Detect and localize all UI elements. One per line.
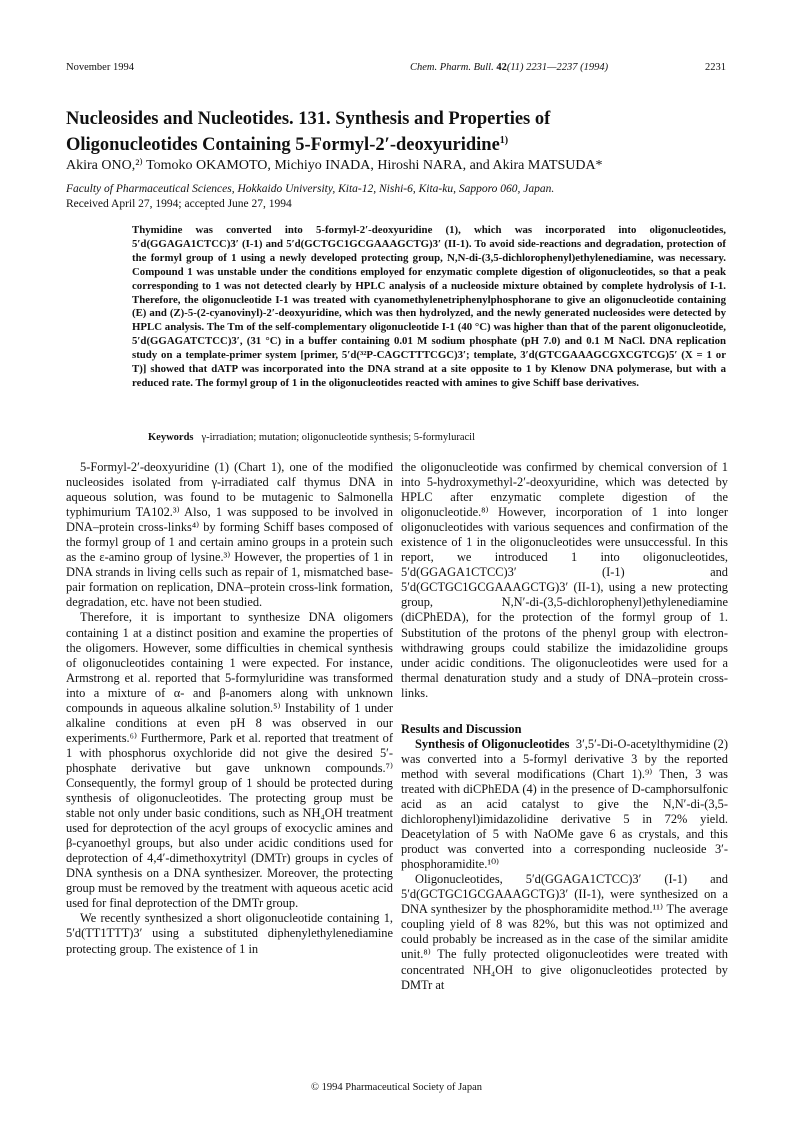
keywords-label: Keywords	[148, 432, 194, 443]
body-paragraph: We recently synthesized a short oligonucleotide containing 1, 5′d(TT1TTT)3′ using a substituted diphenylethylenediamine protecting group. The existence of 1 in	[66, 911, 393, 956]
body-paragraph: Therefore, it is important to synthesize DNA oligomers containing 1 at a distinct position and examine the properties of the oligomers. However, some difficulties in chemical synthesis of oligonucleotides containing 1 were expected. For instance, Armstrong et al. reported that 5-formyluridine was transformed into a mixture of α- and β-anomers along with unknown compounds in aqueous alkaline solution.⁵⁾ Instability of 1 under alkaline conditions at even pH 8 was observed in our experiments.⁶⁾ Furthermore, Park et al. reported that treatment of 1 with phosphorus oxychloride did not give the desired 5′-phosphate derivative but gave unknown compounds.⁷⁾ Consequently, the formyl group of 1 should be protected during synthesis of oligonucleotides. The protecting group must be stable not only under basic conditions, such as NH₄OH treatment used for deprotection of the acyl groups of exocyclic amines and β-cyanoethyl groups, but also under acidic conditions used for deprotection of 4,4′-dimethoxytrityl (DMTr) groups in cycles of DNA synthesis on a DNA synthesizer. Moreover, the protecting group must be removed by the treatment with aqueous acetic acid used for final deprotection of the DMTr group.	[66, 610, 393, 911]
title-line-1: Nucleosides and Nucleotides. 131. Synthesis and Properties of	[66, 109, 551, 129]
body-column-left	[66, 460, 393, 957]
abstract: Thymidine was converted into 5-formyl-2′-deoxyuridine (1), which was incorporated into oligonucleotides, 5′d(GGAGA1CTCC)3′ (I-1) and 5′d(GCTGC1GCGAAAGCTG)3′ (II-1). To avoid side-reactions and degradation, protection of the formyl group of 1 using a newly developed protecting group, N,N-di-(3,5-dichlorophenyl)ethylenediamine, was necessary. Compound 1 was unstable under the conditions employed for enzymatic complete digestion of oligonucleotides, so that a peak corresponding to 1 was not detected clearly by HPLC analysis of a nucleoside mixture obtained by complete hydrolysis of I-1. Therefore, the oligonucleotide I-1 was treated with cyanomethylenetriphenylphosphorane to give an oligonucleotide containing (E) and (Z)-5-(2-cyanovinyl)-2′-deoxyuridine, which was then hydrolyzed, and the newly generated nucleosides were detected by HPLC analysis. The Tm of the self-complementary oligonucleotide I-1 (40 °C) was higher than that of the parent oligonucleotide, 5′d(GGAGATCTCC)3′, (31 °C) in a buffer containing 0.01 M sodium phosphate (pH 7.0) and 0.1 M NaCl. DNA replication study on a template-primer system [primer, 5′d(³²P-CAGCTTTCGC)3′; template, 3′d(GTCGAAAGCGXCGTCG)5′ (X = 1 or T)] showed that dATP was incorporated into the DNA strand at a site opposite to 1 by Klenow DNA polymerase, but with a reduced rate. The formyl group of 1 in the oligonucleotides reacted with amines to give Schiff base derivatives.	[132, 224, 726, 389]
journal-name: Chem. Pharm. Bull.	[410, 62, 494, 73]
journal-volume: 42	[496, 62, 507, 73]
keywords	[148, 432, 475, 443]
section-heading: Results and Discussion	[401, 721, 522, 736]
subsection-heading: Synthesis of Oligonucleotides	[415, 736, 570, 751]
running-header-journal	[410, 62, 608, 73]
paper-title	[66, 108, 726, 156]
body-paragraph	[401, 737, 728, 872]
title-line-2: Oligonucleotides Containing 5-Formyl-2′-deoxyuridine	[66, 135, 500, 156]
body-paragraph: 5-Formyl-2′-deoxyuridine (1) (Chart 1), one of the modified nucleosides isolated from γ-irradiated calf thymus DNA in aqueous solution, was found to be mutagenic to Salmonella typhimurium TA102.³⁾ Also, 1 was supposed to be involved in DNA–protein cross-links⁴⁾ by forming Schiff bases composed of the formyl group of 1 and certain amino groups in a protein such as the ε-amino group of lysine.³⁾ However, the properties of 1 in DNA strands in living cells such as repair of 1, mismatched base-pair formation on replication, DNA–protein cross-link formation, degradation, etc. have not been studied.	[66, 460, 393, 610]
author-list: Akira ONO,²⁾ Tomoko OKAMOTO, Michiyo INADA, Hiroshi NARA, and Akira MATSUDA*	[66, 158, 603, 173]
journal-issue-pages: (11) 2231—2237 (1994)	[506, 62, 609, 73]
body-column-right	[401, 460, 728, 993]
body-paragraph: the oligonucleotide was confirmed by chemical conversion of 1 into 5-hydroxymethyl-2′-deoxyuridine, which was detected by HPLC after enzymatic complete digestion of the oligonucleotide.⁸⁾ However, incorporation of 1 into longer oligonucleotides with various sequences and confirmation of the existence of 1 in the oligonucleotides were unsuccessful. In this report, we introduced 1 into oligonucleotides, 5′d(GGAGA1CTCC)3′ (I-1) and 5′d(GCTGC1GCGAAAGCTG)3′ (II-1), using a new protecting group, N,N′-di-(3,5-dichlorophenyl)ethylenediamine (diCPhEDA), for the protection of the formyl group of 1. Substitution of the protons of the phenyl group with electron-withdrawing groups could stabilize the imidazolidine groups under acidic conditions. The oligonucleotides were used for a thermal denaturation study and a study of DNA–protein cross-links.	[401, 460, 728, 700]
copyright-footer: © 1994 Pharmaceutical Society of Japan	[311, 1082, 482, 1093]
received-dates: Received April 27, 1994; accepted June 27, 1994	[66, 198, 292, 210]
running-header-page-number: 2231	[705, 62, 726, 73]
keywords-text: γ-irradiation; mutation; oligonucleotide synthesis; 5-formyluracil	[201, 432, 475, 443]
title-footnote-marker: 1)	[499, 135, 509, 146]
body-paragraph: Oligonucleotides, 5′d(GGAGA1CTCC)3′ (I-1) and 5′d(GCTGC1GCGAAAGCTG)3′ (II-1), were synthesized on a DNA synthesizer by the phosphoramidite method.¹¹⁾ The average coupling yield of 8 was 82%, but this was not optimized and could probably be increased as in the case of the similar amidite unit.⁸⁾ The fully protected oligonucleotides were treated with concentrated NH₄OH to give oligonucleotides protected by DMTr at	[401, 872, 728, 992]
body-paragraph-text: 3′,5′-Di-O-acetylthymidine (2) was converted into a 5-formyl derivative 3 by the reported method with several modifications (Chart 1).⁹⁾ Then, 3 was treated with diCPhEDA (4) in the presence of D-camphorsulfonic acid as an acid catalyst to give the N,N′-di-(3,5-dichlorophenyl)imidazolidine derivative 5 in 72% yield. Deacetylation of 5 with NaOMe gave 6 as crystals, and this product was converted into a corresponding nucleoside 3′-phosphoramidite.¹⁰⁾	[401, 736, 729, 872]
affiliation: Faculty of Pharmaceutical Sciences, Hokkaido University, Kita-12, Nishi-6, Kita-ku, Sapporo 060, Japan.	[66, 183, 555, 195]
running-header-date: November 1994	[66, 62, 134, 73]
